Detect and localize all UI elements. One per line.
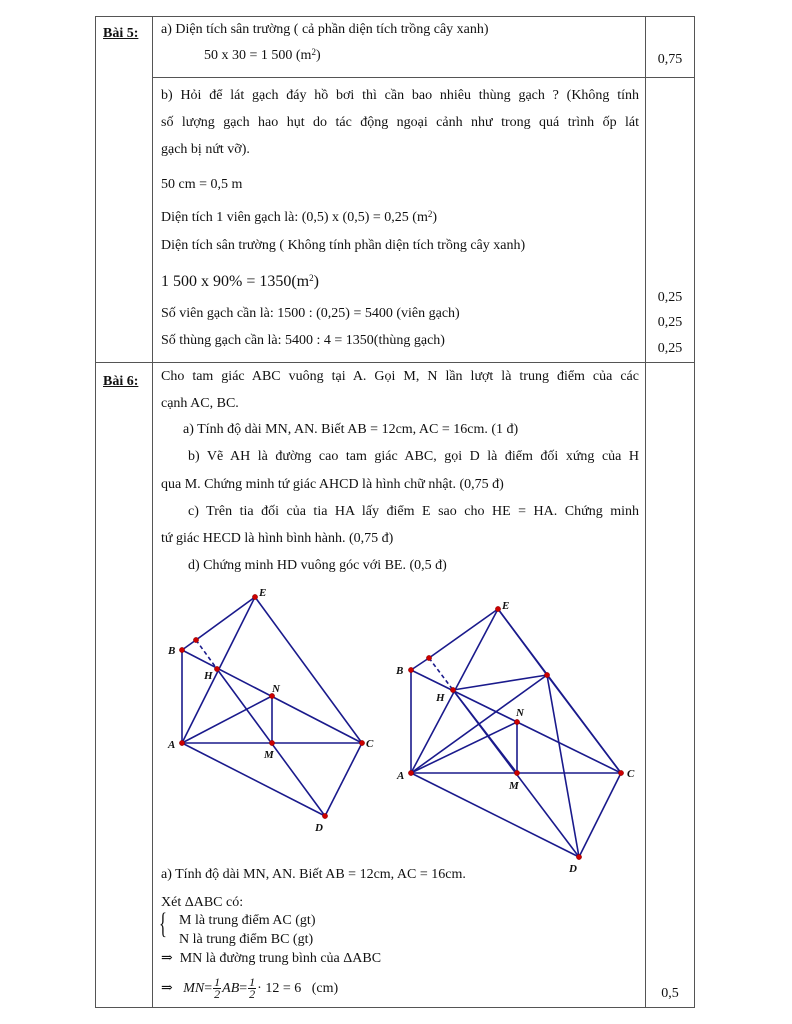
seg-EF bbox=[498, 609, 547, 675]
point-E bbox=[252, 594, 257, 599]
bai6-cond2: N là trung điểm BC (gt) bbox=[179, 932, 314, 947]
bai5-b-question-1: b) Hỏi để lát gạch đáy hồ bơi thì cần bao nhiêu thùng gạch ? (Không tính bbox=[161, 88, 639, 103]
bai6-qa: a) Tính độ dài MN, AN. Biết AB = 12cm, AC = 16cm. (1 đ) bbox=[183, 422, 519, 437]
bai5-b-line1: 50 cm = 0,5 m bbox=[161, 177, 243, 192]
seg-HM bbox=[453, 690, 517, 773]
bai5-b-score-3: 0,25 bbox=[657, 341, 683, 356]
bai5-b-line3: Diện tích sân trường ( Không tính phần diện tích trồng cây xanh) bbox=[161, 238, 526, 253]
label-A: A bbox=[168, 739, 176, 751]
label-B: B bbox=[168, 645, 176, 657]
condition-brace: { bbox=[159, 907, 167, 940]
point-C bbox=[618, 770, 623, 775]
bai5-b-line5: Số viên gạch cần là: 1500 : (0,25) = 5400 (viên gạch) bbox=[161, 306, 460, 321]
point-H bbox=[450, 687, 455, 692]
bai5-a-calc: 50 x 30 = 1 500 $(m^2)$ bbox=[204, 47, 321, 63]
bai5-b-line2: Diện tích 1 viên gạch là: (0,5) x (0,5) = 0,25 $(m^2)$ bbox=[161, 209, 437, 225]
seg-FD bbox=[547, 675, 579, 857]
bai5-b-question-2: số lượng gạch hao hụt do tác động ngoại cảnh như trong quá trình ốp lát bbox=[161, 115, 639, 130]
point-A bbox=[179, 740, 184, 745]
point-K bbox=[426, 655, 431, 660]
point-E bbox=[495, 606, 500, 611]
seg-BK bbox=[411, 658, 429, 670]
point-M bbox=[514, 770, 519, 775]
label-D: D bbox=[569, 863, 577, 875]
table-border-left bbox=[95, 16, 96, 1008]
bai6-cond1: M là trung điểm AC (gt) bbox=[179, 913, 316, 928]
geometry-figure-2 bbox=[390, 595, 640, 880]
point-N bbox=[514, 719, 519, 724]
label-B: B bbox=[396, 665, 404, 677]
bai6-qc2: tứ giác HECD là hình bình hành. (0,75 đ) bbox=[161, 531, 394, 546]
bai6-q2: cạnh AC, BC. bbox=[161, 396, 239, 411]
label-D: D bbox=[315, 822, 323, 834]
point-H bbox=[214, 666, 219, 671]
seg-HF bbox=[453, 675, 547, 690]
point-D bbox=[322, 813, 327, 818]
label-E: E bbox=[259, 587, 267, 599]
table-border-bottom bbox=[95, 1007, 695, 1008]
point-B bbox=[408, 667, 413, 672]
bai5-b-line6: Số thùng gạch cần là: 5400 : 4 = 1350(thùng gạch) bbox=[161, 333, 445, 348]
point-B bbox=[179, 647, 184, 652]
point-M bbox=[269, 740, 274, 745]
bai5-a-score: 0,75 bbox=[657, 52, 683, 67]
point-F bbox=[544, 672, 549, 677]
point-D bbox=[576, 854, 581, 859]
label-A: A bbox=[397, 770, 405, 782]
row-divider-5-6 bbox=[95, 362, 695, 363]
bai5-label: Bài 5: bbox=[103, 26, 139, 41]
seg-BE2 bbox=[196, 597, 255, 640]
bai6-xet: Xét ΔABC có: bbox=[161, 895, 244, 910]
bai5-b-question-3: gạch bị nứt vỡ). bbox=[161, 142, 250, 157]
bai6-qc1: c) Trên tia đối của tia HA lấy điểm E sao cho HE = HA. Chứng minh bbox=[188, 504, 639, 519]
seg-dashed bbox=[196, 640, 217, 669]
seg-AD bbox=[182, 743, 325, 816]
label-C: C bbox=[627, 768, 635, 780]
label-E: E bbox=[502, 600, 510, 612]
bai5-b-score-1: 0,25 bbox=[657, 290, 683, 305]
label-H: H bbox=[204, 670, 213, 682]
fraction-half: $\frac{1}{2}$ bbox=[214, 975, 221, 1002]
label-M: M bbox=[264, 749, 274, 761]
row-divider-5a-5b bbox=[152, 77, 695, 78]
label-N: N bbox=[516, 707, 524, 719]
bai6-label: Bài 6: bbox=[103, 374, 139, 389]
seg-AN bbox=[411, 722, 517, 773]
seg-FC bbox=[547, 675, 621, 773]
bai6-q1: Cho tam giác ABC vuông tại A. Gọi M, N lần lượt là trung điểm của các bbox=[161, 369, 639, 384]
bai6-conclusion: ⇒ MN là đường trung bình của ΔABC bbox=[161, 951, 382, 966]
bai6-formula: ⇒ MN= $\frac{1}{2}$ AB= $\frac{1}{2}$ · 12 = 6 (cm) bbox=[161, 975, 339, 1002]
bai6-qb1: b) Vẽ AH là đường cao tam giác ABC, gọi D là điểm đối xứng của H bbox=[188, 449, 639, 464]
label-N: N bbox=[272, 683, 280, 695]
bai6-solution-a: a) Tính độ dài MN, AN. Biết AB = 12cm, AC = 16cm. bbox=[161, 867, 466, 882]
table-border-right bbox=[694, 16, 695, 1008]
bai6-score: 0,5 bbox=[661, 986, 679, 1001]
bai5-b-line4: 1 500 x $90\% = 1350(m^2)$ bbox=[161, 273, 319, 290]
seg-DC bbox=[325, 743, 362, 816]
bai5-b-score-2: 0,25 bbox=[657, 315, 683, 330]
seg-AN bbox=[182, 696, 272, 743]
point-A bbox=[408, 770, 413, 775]
point-C bbox=[359, 740, 364, 745]
bai5-a-title: a) Diện tích sân trường ( cả phần diện tích trồng cây xanh) bbox=[161, 22, 489, 37]
table-border-col1 bbox=[152, 16, 153, 1008]
label-C: C bbox=[366, 738, 374, 750]
seg-AD bbox=[411, 773, 579, 857]
table-border-top bbox=[95, 16, 695, 17]
bai6-qb2: qua M. Chứng minh tứ giác AHCD là hình chữ nhật. (0,75 đ) bbox=[161, 477, 504, 492]
geometry-figure-1 bbox=[160, 585, 390, 840]
label-H: H bbox=[436, 692, 445, 704]
label-M: M bbox=[509, 780, 519, 792]
seg-DC bbox=[579, 773, 621, 857]
fraction-half-2: $\frac{1}{2}$ bbox=[249, 975, 256, 1002]
bai6-qd: d) Chứng minh HD vuông góc với BE. (0,5 đ) bbox=[188, 558, 447, 573]
table-border-col2 bbox=[645, 16, 646, 1008]
seg-EC bbox=[255, 597, 362, 743]
point-K bbox=[193, 637, 198, 642]
implies-symbol: ⇒ bbox=[161, 951, 173, 966]
seg-KE bbox=[429, 609, 498, 658]
implies-symbol-2: ⇒ bbox=[161, 981, 173, 996]
